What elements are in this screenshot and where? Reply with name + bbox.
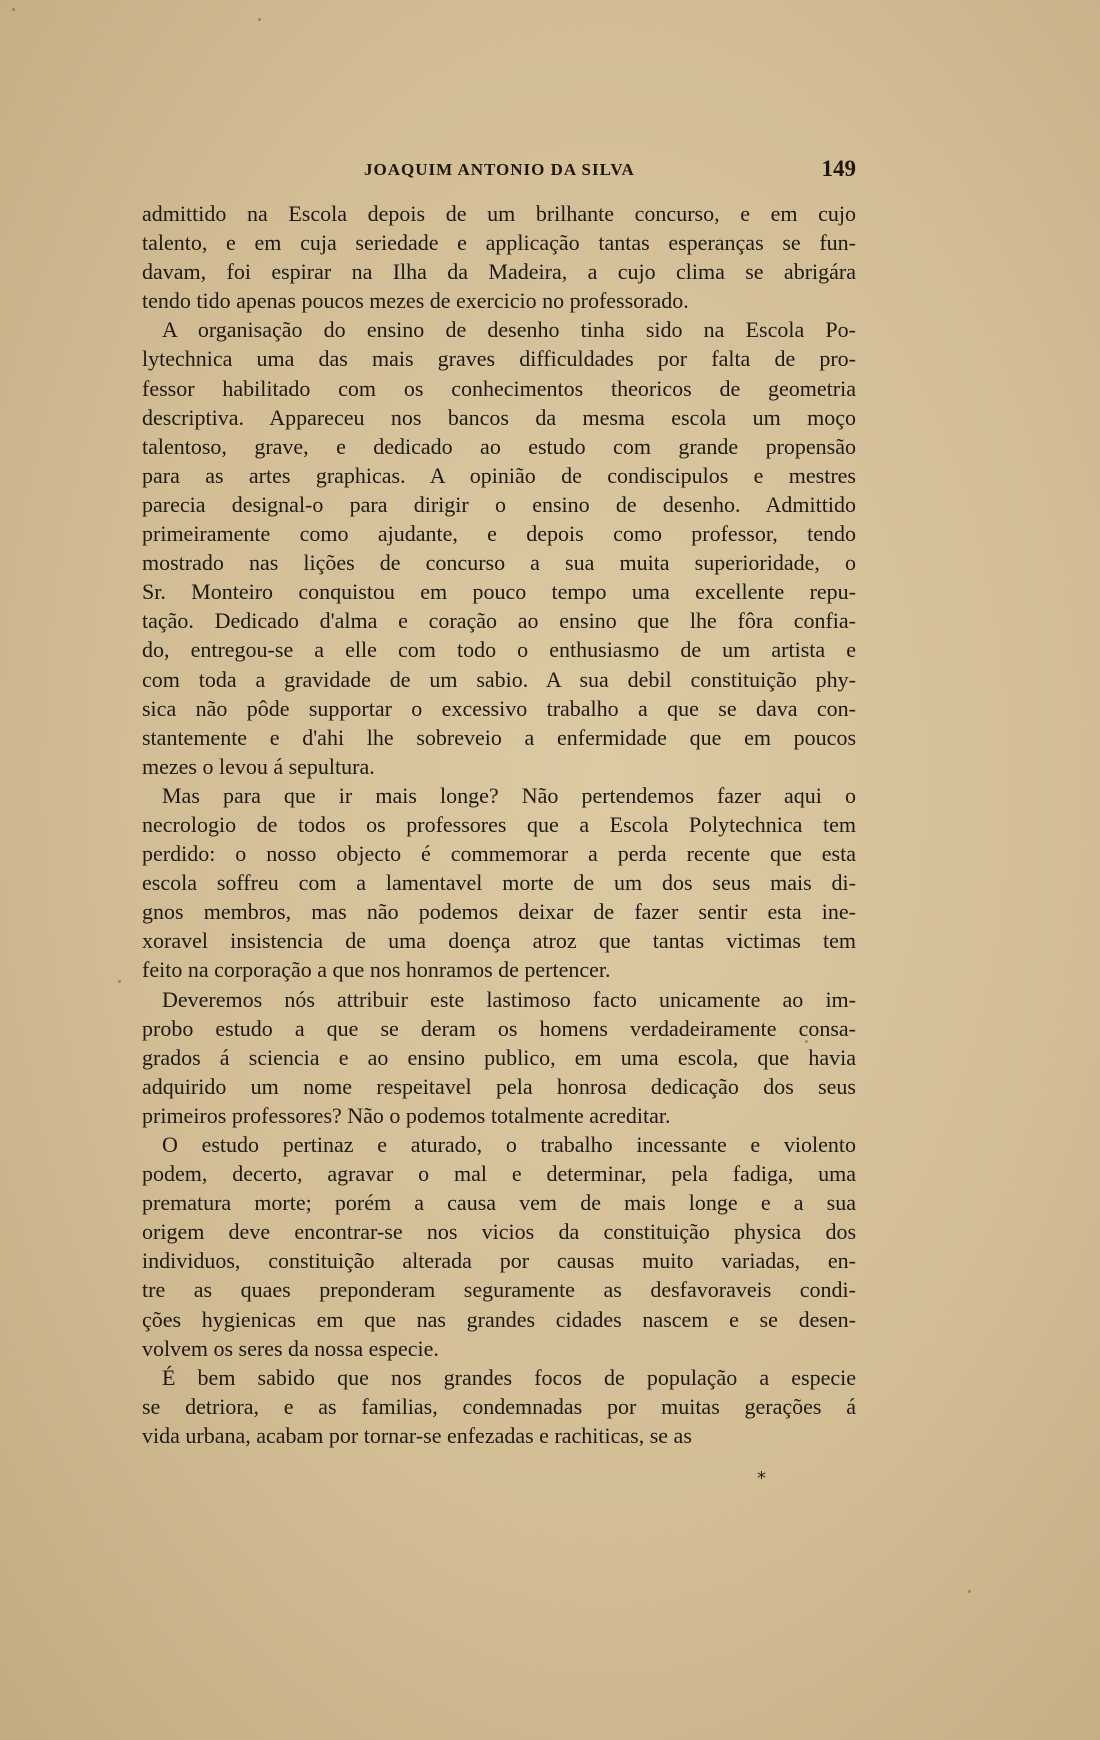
text-line: descriptiva. Appareceu nos bancos da mesma escola um moço	[142, 404, 856, 430]
text-line: primeiramente como ajudante, e depois como professor, tendo	[142, 521, 856, 547]
paragraph	[142, 1130, 856, 1363]
text-line: origem deve encontrar-se nos vicios da constituição physica dos	[142, 1219, 856, 1245]
paragraph	[142, 315, 856, 781]
text-line: tendo tido apenas poucos mezes de exercicio no professorado.	[142, 288, 689, 314]
paragraph	[142, 985, 856, 1130]
page-header	[142, 156, 856, 190]
text-line: vida urbana, acabam por tornar-se enfezadas e rachiticas, se as	[142, 1422, 692, 1448]
text-line: ções hygienicas em que nas grandes cidades nascem e se desen-	[142, 1306, 856, 1332]
text-line: gnos membros, mas não podemos deixar de fazer sentir esta ine-	[142, 899, 856, 925]
paragraph	[142, 199, 856, 315]
text-line: adquirido um nome respeitavel pela honrosa dedicação dos seus	[142, 1073, 856, 1099]
text-line: xoravel insistencia de uma doença atroz que tantas victimas tem	[142, 928, 856, 954]
text-line: talento, e em cuja seriedade e applicação tantas esperanças se fun-	[142, 230, 856, 256]
text-line: tação. Dedicado d'alma e coração ao ensino que lhe fôra confia-	[142, 608, 856, 634]
text-line: mezes o levou á sepultura.	[142, 753, 375, 779]
text-line: mostrado nas lições de concurso a sua muita superioridade, o	[142, 550, 856, 576]
paper-speck	[12, 8, 15, 11]
text-line: Mas para que ir mais longe? Não pertendemos fazer aqui o	[162, 782, 856, 808]
text-line: volvem os seres da nossa especie.	[142, 1335, 439, 1361]
text-line: prematura morte; porém a causa vem de mais longe e a sua	[142, 1190, 856, 1216]
text-line: primeiros professores? Não o podemos totalmente acreditar.	[142, 1102, 671, 1128]
text-line: lytechnica uma das mais graves difficuldades por falta de pro-	[142, 346, 856, 372]
text-line: fessor habilitado com os conhecimentos theoricos de geometria	[142, 375, 856, 401]
text-line: individuos, constituição alterada por causas muito variadas, en-	[142, 1248, 856, 1274]
text-line: Sr. Monteiro conquistou em pouco tempo uma excellente repu-	[142, 579, 856, 605]
text-line: necrologio de todos os professores que a Escola Polytechnica tem	[142, 811, 856, 837]
text-line: tre as quaes preponderam seguramente as desfavoraveis condi-	[142, 1277, 856, 1303]
text-line: A organisação do ensino de desenho tinha sido na Escola Po-	[162, 317, 856, 343]
paper-speck	[258, 18, 261, 21]
text-line: davam, foi espirar na Ilha da Madeira, a cujo clima se abrigára	[142, 259, 856, 285]
paragraph	[142, 781, 856, 985]
text-line: Deveremos nós attribuir este lastimoso facto unicamente ao im-	[162, 986, 856, 1012]
text-line: É bem sabido que nos grandes focos de população a especie	[162, 1364, 856, 1390]
text-line: do, entregou-se a elle com todo o enthusiasmo de um artista e	[142, 637, 856, 663]
text-line: talentoso, grave, e dedicado ao estudo com grande propensão	[142, 433, 856, 459]
text-line: com toda a gravidade de um sabio. A sua debil constituição phy-	[142, 666, 856, 692]
text-line: stantemente e d'ahi lhe sobreveio a enfermidade que em poucos	[142, 724, 856, 750]
text-line: admittido na Escola depois de um brilhante concurso, e em cujo	[142, 201, 856, 226]
paper-speck	[118, 980, 121, 983]
text-line: parecia designal-o para dirigir o ensino de desenho. Admittido	[142, 491, 856, 517]
text-line: se detriora, e as familias, condemnadas por muitas gerações á	[142, 1393, 856, 1419]
page-number: 149	[821, 156, 856, 181]
text-line: perdido: o nosso objecto é commemorar a perda recente que esta	[142, 841, 856, 867]
text-line: sica não pôde supportar o excessivo trabalho a que se dava con-	[142, 695, 856, 721]
text-line: para as artes graphicas. A opinião de condiscipulos e mestres	[142, 462, 856, 488]
paragraph	[142, 1363, 856, 1450]
text-line: O estudo pertinaz e aturado, o trabalho incessante e violento	[162, 1132, 856, 1157]
running-title: JOAQUIM ANTONIO DA SILVA	[364, 160, 635, 179]
body-text	[142, 199, 856, 1450]
text-line: grados á sciencia e ao ensino publico, em uma escola, que havia	[142, 1044, 856, 1070]
text-line: podem, decerto, agravar o mal e determinar, pela fadiga, uma	[142, 1161, 856, 1187]
text-line: feito na corporação a que nos honramos de pertencer.	[142, 957, 611, 983]
signature-mark: *	[757, 1468, 766, 1489]
text-line: escola soffreu com a lamentavel morte de um dos seus mais di-	[142, 870, 856, 896]
paper-speck	[968, 1590, 971, 1593]
text-line: probo estudo a que se deram os homens verdadeiramente consa-	[142, 1015, 856, 1041]
